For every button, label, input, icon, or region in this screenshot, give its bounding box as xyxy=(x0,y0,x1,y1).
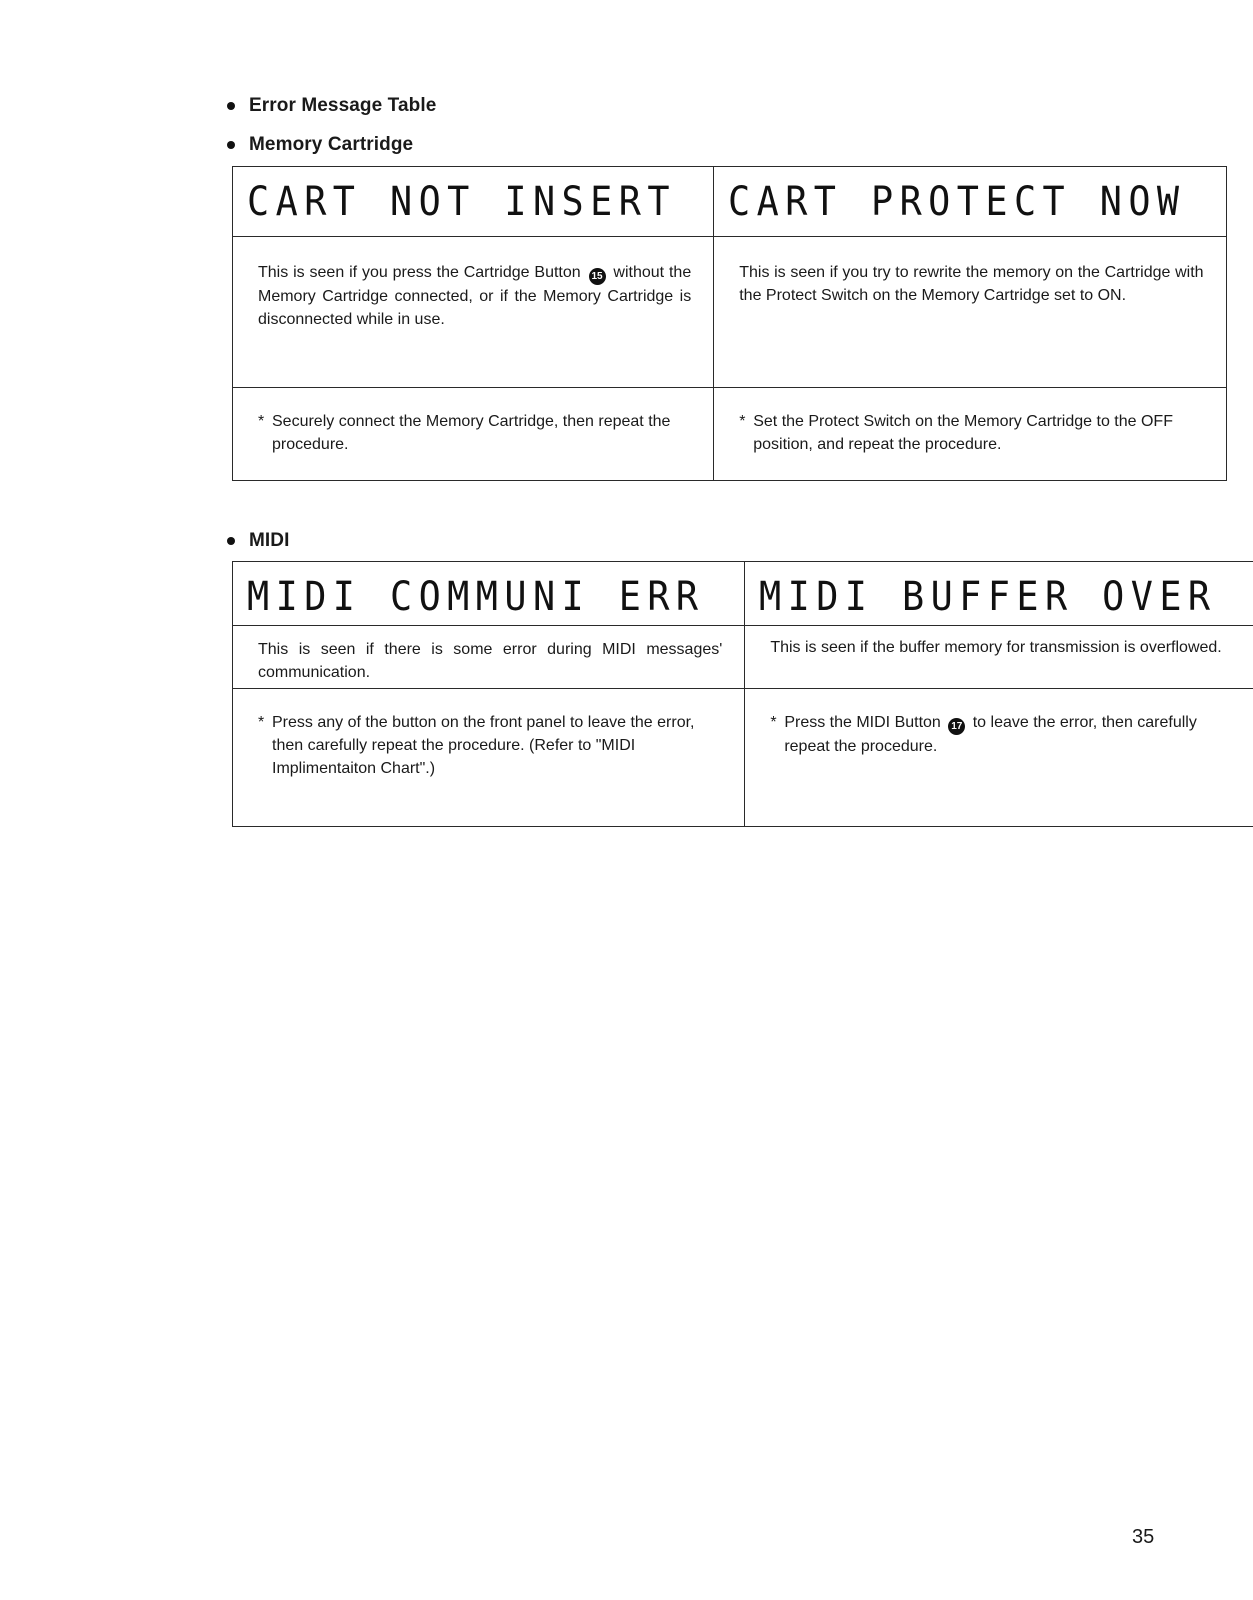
heading-text: Memory Cartridge xyxy=(249,134,414,155)
midi-table xyxy=(232,561,1253,827)
bullet-icon xyxy=(227,102,235,110)
cartridge-button-ref-icon: 15 xyxy=(589,268,606,285)
lcd-cart-not-insert: CART NOT INSERT xyxy=(233,167,714,237)
bullet-icon xyxy=(227,537,235,545)
lcd-cart-protect-now: CART PROTECT NOW xyxy=(714,167,1226,237)
midi-button-ref-icon: 17 xyxy=(948,718,965,735)
remedy-midi-buffer-over: * Press the MIDI Button 17 to leave the error, then carefully repeat the procedure. xyxy=(745,689,1253,827)
lcd-midi-buffer-over: MIDI BUFFER OVER xyxy=(745,562,1253,626)
remedy-cart-protect-now: * Set the Protect Switch on the Memory Cartridge to the OFF position, and repeat the procedure. xyxy=(714,388,1226,481)
description-cart-not-insert: This is seen if you press the Cartridge Button 15 without the Memory Cartridge connected, or if the Memory Cartridge is disconnected while in use. xyxy=(233,237,714,388)
description-midi-communi-err: This is seen if there is some error during MIDI messages' communication. xyxy=(233,626,745,689)
lcd-midi-communi-err: MIDI COMMUNI ERR xyxy=(233,562,745,626)
heading-memory-cartridge xyxy=(227,134,413,156)
heading-text: Error Message Table xyxy=(249,95,437,116)
remedy-cart-not-insert: * Securely connect the Memory Cartridge, then repeat the procedure. xyxy=(233,388,714,481)
heading-error-message-table xyxy=(227,95,436,117)
bullet-icon xyxy=(227,141,235,149)
description-midi-buffer-over: This is seen if the buffer memory for transmission is overflowed. xyxy=(745,626,1253,689)
memory-cartridge-table xyxy=(232,166,1227,481)
heading-text: MIDI xyxy=(249,530,290,551)
description-cart-protect-now: This is seen if you try to rewrite the memory on the Cartridge with the Protect Switch on the Memory Cartridge set to ON. xyxy=(714,237,1226,388)
heading-midi xyxy=(227,530,290,552)
remedy-midi-communi-err: * Press any of the button on the front panel to leave the error, then carefully repeat the procedure. (Refer to "MIDI Implimentaiton Chart".) xyxy=(233,689,745,827)
page-number: 35 xyxy=(1132,1526,1155,1548)
